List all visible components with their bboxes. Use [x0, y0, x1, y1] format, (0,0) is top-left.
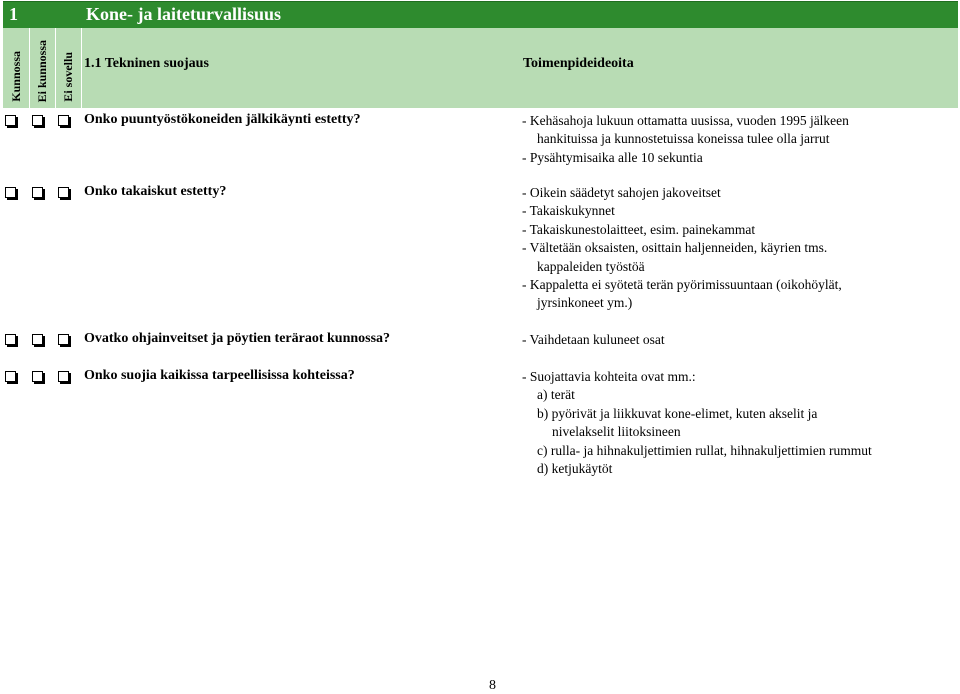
measures-list: [522, 368, 872, 478]
checkbox-ei-sovellu[interactable]: [58, 334, 69, 345]
column-divider: [55, 28, 56, 108]
measure-line: - Vältetään oksaisten, osittain haljenneiden, käyrien tms.: [522, 240, 828, 256]
checkbox-ei-kunnossa[interactable]: [32, 187, 43, 198]
measures-list: [522, 184, 842, 313]
page-number: 8: [489, 678, 496, 693]
question-text: Ovatko ohjainveitset ja pöytien teräraot kunnossa?: [84, 331, 391, 346]
measure-line: - Kappaletta ei syötetä terän pyörimissuuntaan (oikohöylät,: [522, 277, 842, 293]
measure-line: nivelakselit liitoksineen: [552, 424, 681, 440]
checkbox-kunnossa[interactable]: [5, 334, 16, 345]
measure-line: - Vaihdetaan kuluneet osat: [522, 332, 665, 347]
measure-line: - Oikein säädetyt sahojen jakoveitset: [522, 185, 721, 200]
measures-list: [522, 331, 665, 349]
section-header: [3, 1, 958, 29]
measure-line: c) rulla- ja hihnakuljettimien rullat, hihnakuljettimien rummut: [537, 442, 872, 458]
measure-line: - Takaiskukynnet: [522, 203, 615, 219]
column-divider: [81, 28, 82, 108]
measure-line: kappaleiden työstöä: [537, 258, 645, 274]
measure-line: - Takaiskunestolaitteet, esim. painekammat: [522, 221, 756, 237]
measure-line: - Kehäsahoja lukuun ottamatta uusissa, vuoden 1995 jälkeen: [522, 113, 849, 128]
checkbox-ei-kunnossa[interactable]: [32, 115, 43, 126]
measure-line: hankituissa ja kunnostetuissa koneissa tulee olla jarrut: [537, 131, 830, 147]
checkbox-kunnossa[interactable]: [5, 115, 16, 126]
measure-line: jyrsinkoneet ym.): [537, 295, 633, 311]
checkbox-ei-kunnossa[interactable]: [32, 334, 43, 345]
measure-line: a) terät: [537, 387, 575, 403]
measures-header: Toimenpideideoita: [523, 56, 634, 71]
section-number: 1: [9, 4, 18, 24]
checkbox-ei-sovellu[interactable]: [58, 115, 69, 126]
section-title: Kone- ja laiteturvallisuus: [86, 4, 282, 24]
subsection-title: 1.1 Tekninen suojaus: [84, 56, 209, 71]
checkbox-ei-sovellu[interactable]: [58, 371, 69, 382]
measures-list: [522, 112, 849, 167]
checkbox-kunnossa[interactable]: [5, 187, 16, 198]
checkbox-ei-kunnossa[interactable]: [32, 371, 43, 382]
question-text: Onko suojia kaikissa tarpeellisissa kohteissa?: [84, 368, 355, 383]
checkbox-ei-sovellu[interactable]: [58, 187, 69, 198]
column-label-kunnossa: Kunnossa: [9, 51, 23, 102]
measure-line: - Pysähtymisaika alle 10 sekuntia: [522, 149, 703, 165]
question-text: Onko takaiskut estetty?: [84, 184, 227, 199]
column-label-ei-kunnossa: Ei kunnossa: [35, 39, 49, 102]
column-label-ei-sovellu: Ei sovellu: [61, 52, 75, 102]
column-divider: [29, 28, 30, 108]
measure-line: - Suojattavia kohteita ovat mm.:: [522, 369, 696, 384]
measure-line: d) ketjukäytöt: [537, 461, 613, 477]
question-text: Onko puuntyöstökoneiden jälkikäynti estetty?: [84, 112, 361, 127]
checkbox-kunnossa[interactable]: [5, 371, 16, 382]
measure-line: b) pyörivät ja liikkuvat kone-elimet, kuten akselit ja: [537, 405, 818, 421]
